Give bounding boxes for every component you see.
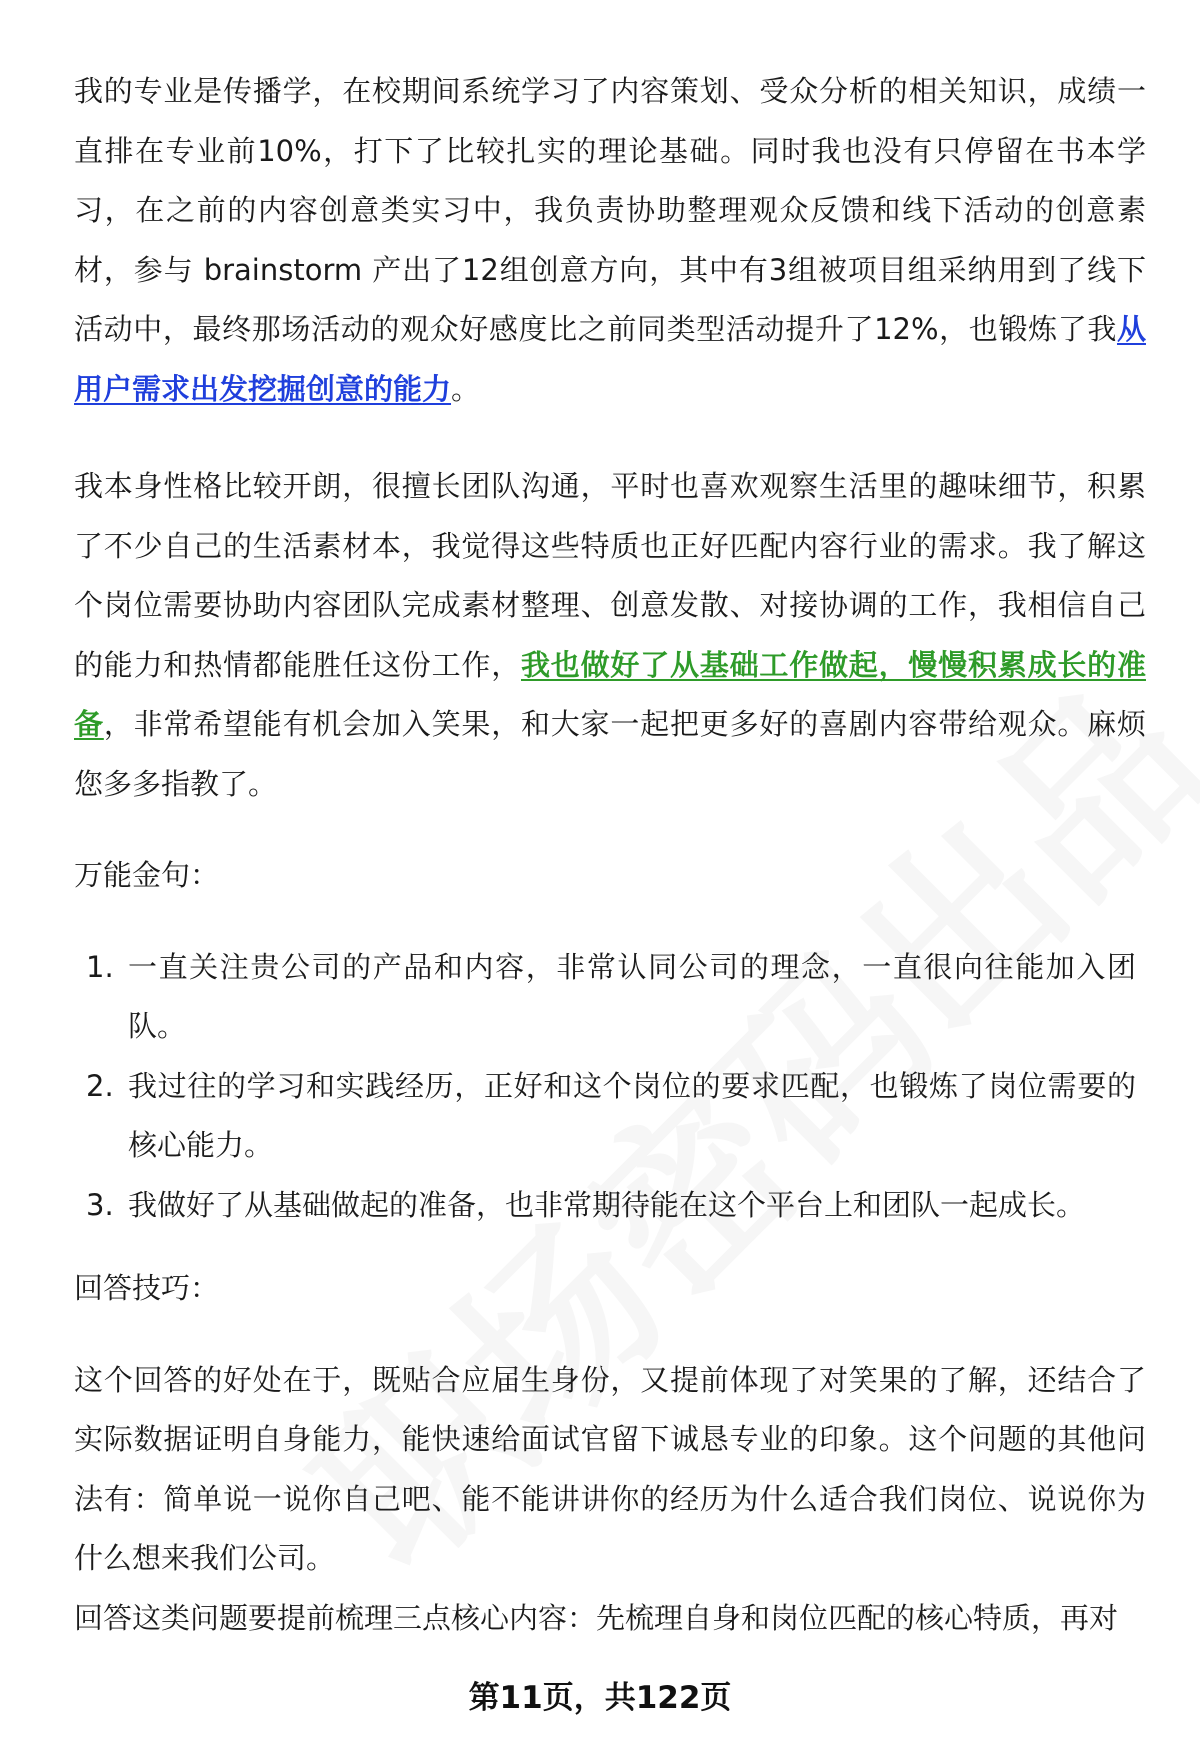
para1-highlight: 从用户需求出发挖掘创意的能力 (74, 312, 1146, 406)
para2-text: 我本身性格比较开朗，很擅长团队沟通，平时也喜欢观察生活里的趣味细节，积累了不少自己的生活素材本，我觉得这些特质也正好匹配内容行业的需求。我了解这个岗位需要协助内容团队完成素材整理、创意发散、对接协调的工作，我相信自己的能力和热情都能胜任这份工作， (74, 469, 1146, 682)
para2-highlight: 我也做好了从基础工作做起，慢慢积累成长的准备 (74, 647, 1146, 741)
golden-sentences-list (74, 938, 1146, 1236)
para1-end: 。 (451, 371, 481, 406)
document-page (74, 62, 1146, 1648)
answer-tips-label: 回答技巧： (74, 1271, 220, 1305)
para1-text: 我的专业是传播学，在校期间系统学习了内容策划、受众分析的相关知识，成绩一直排在专业前10%，打下了比较扎实的理论基础。同时我也没有只停留在书本学习，在之前的内容创意类实习中，我负责协助整理观众反馈和线下活动的创意素材，参与 brainstorm 产出了12组创意方向，其中有3组被项目组采纳用到了线下活动中，最终那场活动的观众好感度比之前同类型活动提升了12%，也锻炼了我 (74, 74, 1146, 346)
list-item (74, 1057, 1146, 1176)
list-text: 一直关注贵公司的产品和内容，非常认同公司的理念，一直很向往能加入团队。 (128, 949, 1136, 1043)
list-text: 我做好了从基础做起的准备，也非常期待能在这个平台上和团队一起成长。 (128, 1187, 1086, 1222)
intro-paragraph-education (74, 62, 1146, 419)
golden-sentences-label: 万能金句： (74, 858, 220, 892)
page-number-footer: 第11页，共122页 (468, 1680, 732, 1716)
tips-paragraph-continued: 回答这类问题要提前梳理三点核心内容：先梳理自身和岗位匹配的核心特质，再对 (74, 1600, 1119, 1635)
list-item (74, 938, 1146, 1057)
tips-paragraph: 这个回答的好处在于，既贴合应届生身份，又提前体现了对笑果的了解，还结合了实际数据证明自身能力，能快速给面试官留下诚恳专业的印象。这个问题的其他问法有：简单说一说你自己吧、能不能讲讲你的经历为什么适合我们岗位、说说你为什么想来我们公司。 (74, 1362, 1146, 1575)
list-number: 3. (86, 1187, 114, 1222)
list-number: 1. (86, 949, 114, 984)
intro-paragraph-personality (74, 457, 1146, 814)
list-number: 2. (86, 1068, 114, 1103)
list-item (74, 1176, 1146, 1236)
list-text: 我过往的学习和实践经历，正好和这个岗位的要求匹配，也锻炼了岗位需要的核心能力。 (128, 1068, 1136, 1162)
para2-end: ，非常希望能有机会加入笑果，和大家一起把更多好的喜剧内容带给观众。麻烦您多多指教了。 (74, 707, 1146, 801)
